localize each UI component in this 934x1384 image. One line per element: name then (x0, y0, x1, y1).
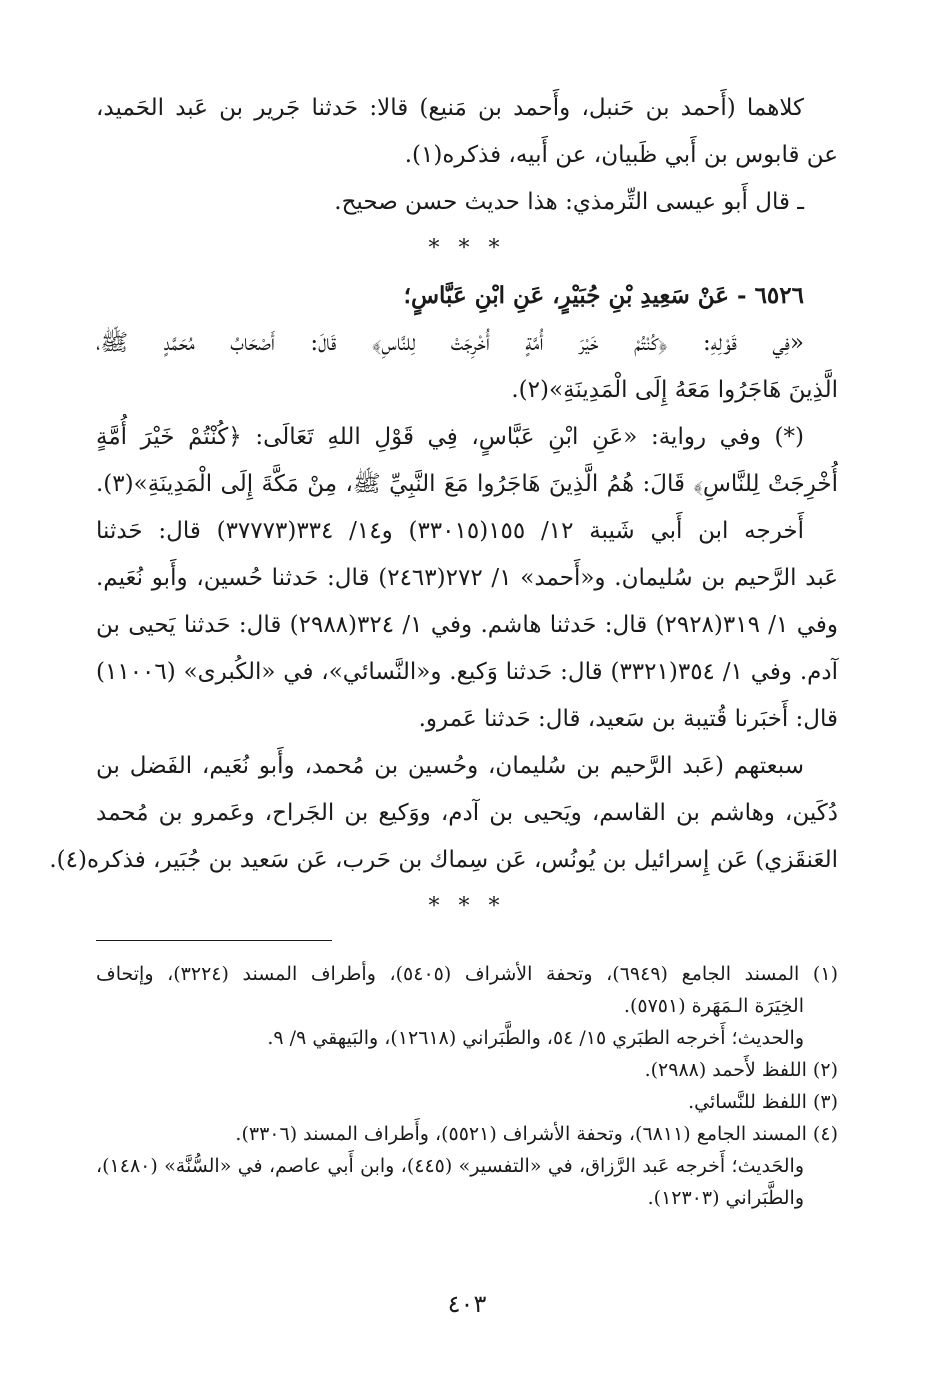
main-line-12: وفي ١/ ٣١٩(٢٩٢٨) قال: حَدثنا هاشم. وفي ١/ ٣٢٤(٢٩٨٨) قال: حَدثنا يَحيى بن (96, 612, 838, 638)
main-line-9: أُخْرِجَتْ لِلنَّاسِ﴾ قَالَ: هُمُ الَّذِينَ هَاجَرُوا مَعَ النَّبِيِّ ﷺ، مِنْ مَكَّةَ إِلَى الْمَدِينَةِ»(٣). (96, 471, 838, 497)
footnote-line-2: الخِيَرَة الـمَهَرة (٥٧٥١). (623, 995, 804, 1017)
main-line-15: سبعتهم (عَبد الرَّحيم بن سُليمان، وحُسين بن مُحمد، وأَبو نُعَيم، الفَضل بن (96, 753, 804, 779)
footnote-line-7: والحَديث؛ أَخرجه عَبد الرَّزاق، في «التفسير» (٤٤٥)، وابن أَبي عاصم، في «السُّنَّة» (١٤٨٠)، (96, 1155, 804, 1177)
footnote-line-3: والحديث؛ أَخرجه الطبَري ١٥/ ٥٤، والطَّبَراني (١٢٦١٨)، والبَيهقي ٩/ ٩. (267, 1027, 804, 1049)
main-line-16: دُكَين، وهاشم بن القاسم، ويَحيى بن آدم، ووَكيع بن الجَراح، وعَمرو بن مُحمد (96, 800, 838, 826)
footnote-line-5: (٣) اللفظ للنَّسائي. (688, 1091, 838, 1113)
main-line-11: عَبد الرَّحيم بن سُليمان. و«أَحمد» ١/ ٢٧٢(٢٤٦٣) قال: حَدثنا حُسين، وأَبو نُعَيم. (96, 565, 839, 591)
footnote-line-8: والطَّبَراني (١٢٣٠٣). (647, 1187, 804, 1209)
main-line-7: الَّذِينَ هَاجَرُوا مَعَهُ إِلَى الْمَدِينَةِ»(٢). (511, 377, 838, 403)
main-line-13: آدم. وفي ١/ ٣٥٤(٣٣٢١) قال: حَدثنا وَكيع. و«النَّسائي»، في «الكُبرى» (١١٠٠٦) (96, 659, 839, 685)
footnote-line-4: (٢) اللفظ لأَحمد (٢٩٨٨). (644, 1059, 838, 1081)
footnote-line-1: (١) المسند الجامع (٦٩٤٩)، وتحفة الأشراف (٥٤٠٥)، وأطراف المسند (٣٢٢٤)، وإتحاف (96, 963, 838, 985)
main-line-1: كلاهما (أَحمد بن حَنبل، وأَحمد بن مَنيع) قالا: حَدثنا جَرير بن عَبد الحَميد، (96, 95, 804, 121)
main-line-6: «فِي قَوْلِهِ: ﴿كُنْتُمْ خَيْرَ أُمَّةٍ أُخْرِجَتْ لِلنَّاسِ﴾ قَالَ: أَصْحَابُ مُحَمَّدٍ ﷺ، (96, 330, 804, 356)
main-line-18: * * * (428, 894, 506, 919)
main-line-2: عن قابوس بن أَبي ظَبيان، عن أَبيه، فذكره(١). (404, 142, 838, 168)
footnote-line-6: (٤) المسند الجامع (٦٨١١)، وتحفة الأشراف (٥٥٢١)، وأَطراف المسند (٣٣٠٦). (235, 1123, 838, 1145)
main-line-10: أَخرجه ابن أَبي شَيبة ١٢/ ١٥٥(٣٣٠١٥) و١٤/ ٣٣٤(٣٧٧٧٣) قال: حَدثنا (96, 518, 805, 544)
main-line-8: (*) وفي رواية: «عَنِ ابْنِ عَبَّاسٍ، فِي قَوْلِ اللهِ تَعَالَى: ﴿كُنْتُمْ خَيْرَ أُمَّةٍ (96, 424, 804, 450)
main-line-14: قال: أَخبَرنا قُتيبة بن سَعيد، قال: حَدثنا عَمرو. (418, 706, 838, 732)
main-line-4: * * * (428, 236, 506, 261)
main-text (49, 88, 839, 934)
footnotes (96, 960, 838, 1216)
main-line-5: ٦٥٢٦ - عَنْ سَعِيدِ بْنِ جُبَيْرٍ، عَنِ ابْنِ عَبَّاسٍ؛ (403, 282, 804, 309)
footnote-divider (96, 940, 332, 941)
page-number: ٤٠٣ (447, 1290, 487, 1318)
main-line-17: العَنقَزي) عَن إِسرائيل بن يُونُس، عَن سِماك بن حَرب، عَن سَعيد بن جُبَير، فذكره(٤). (49, 847, 838, 873)
main-line-3: ـ قال أَبو عيسى التِّرمذي: هذا حديث حسن صحيح. (334, 189, 804, 215)
